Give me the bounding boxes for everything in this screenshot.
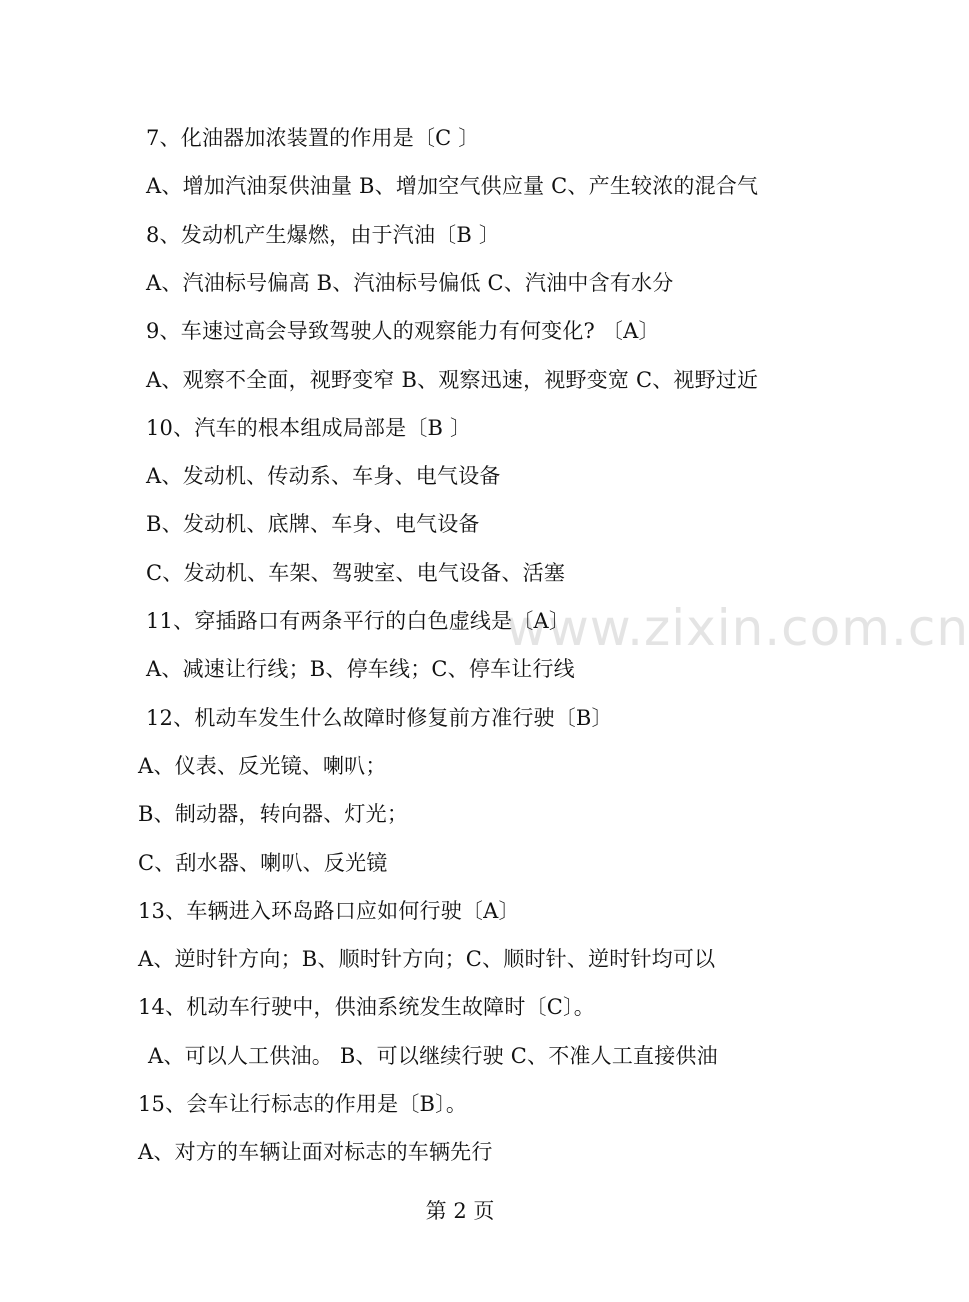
question-10-option-a: A、发动机、传动系、车身、电气设备 bbox=[146, 464, 501, 488]
page-number: 第 2 页 bbox=[425, 1199, 495, 1223]
question-12-option-c: C、刮水器、喇叭、反光镜 bbox=[138, 851, 388, 875]
question-9: 9、车速过高会导致驾驶人的观察能力有何变化? 〔A〕 bbox=[146, 319, 660, 343]
question-12-option-a: A、仪表、反光镜、喇叭； bbox=[138, 754, 387, 778]
question-13: 13、车辆进入环岛路口应如何行驶〔A〕 bbox=[138, 899, 520, 923]
question-14-options: A、可以人工供油。 B、可以继续行驶 C、不准人工直接供油 bbox=[148, 1044, 718, 1068]
question-14: 14、机动车行驶中，供油系统发生故障时〔C〕。 bbox=[138, 995, 595, 1019]
question-10-option-b: B、发动机、底牌、车身、电气设备 bbox=[146, 512, 480, 536]
watermark-text: www.zixin.com.cn bbox=[506, 599, 969, 657]
question-8: 8、发动机产生爆燃，由于汽油〔B 〕 bbox=[146, 223, 501, 247]
question-15-option-a: A、对方的车辆让面对标志的车辆先行 bbox=[138, 1140, 493, 1164]
question-13-options: A、逆时针方向；B、顺时针方向；C、顺时针、逆时针均可以 bbox=[138, 947, 716, 971]
question-8-options: A、汽油标号偏高 B、汽油标号偏低 C、汽油中含有水分 bbox=[146, 271, 674, 295]
question-9-options: A、观察不全面，视野变窄 B、观察迅速，视野变宽 C、视野过近 bbox=[146, 368, 759, 392]
question-7-options: A、增加汽油泵供油量 B、增加空气供应量 C、产生较浓的混合气 bbox=[146, 174, 759, 198]
question-10: 10、汽车的根本组成局部是〔B 〕 bbox=[146, 416, 472, 440]
question-11-options: A、减速让行线；B、停车线；C、停车让行线 bbox=[146, 657, 575, 681]
question-11: 11、穿插路口有两条平行的白色虚线是〔A〕 bbox=[146, 609, 571, 633]
question-12-option-b: B、制动器，转向器、灯光； bbox=[138, 802, 409, 826]
question-7: 7、化油器加浓装置的作用是〔C 〕 bbox=[146, 126, 480, 150]
question-10-option-c: C、发动机、车架、驾驶室、电气设备、活塞 bbox=[146, 561, 566, 585]
question-15: 15、会车让行标志的作用是〔B〕。 bbox=[138, 1092, 468, 1116]
question-12: 12、机动车发生什么故障时修复前方准行驶〔B〕 bbox=[146, 706, 613, 730]
